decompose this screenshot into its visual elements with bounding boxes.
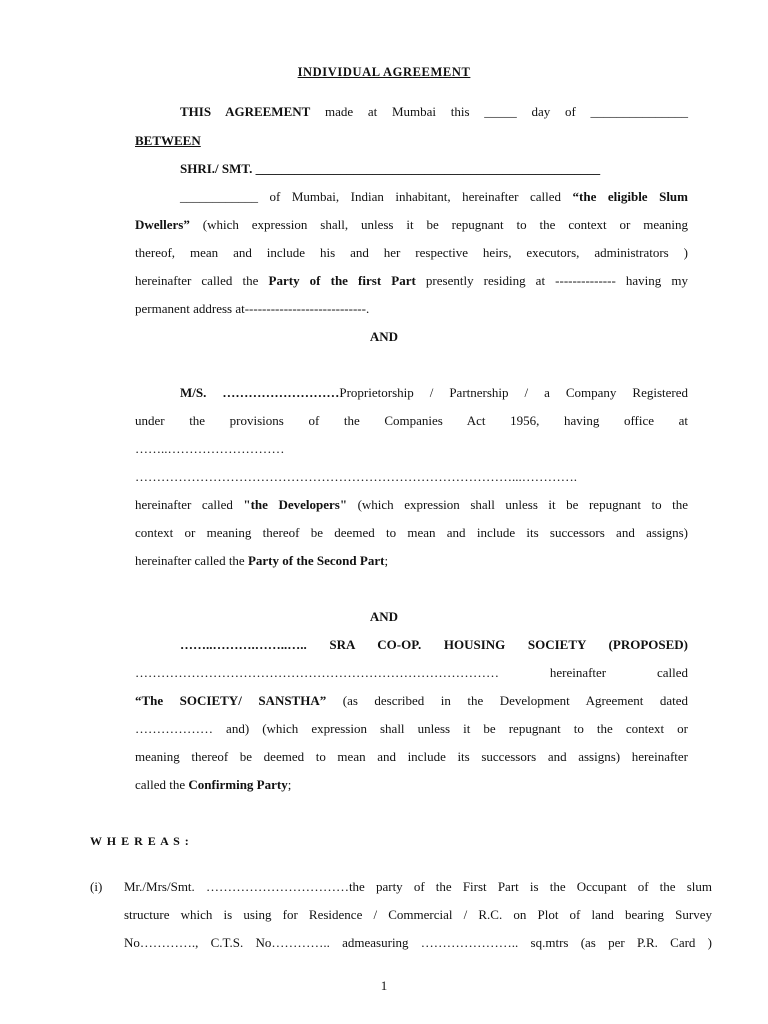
party1-l4b: Party of the first Part [268, 273, 416, 288]
party1-l4c: presently residing at -------------- having my [415, 273, 688, 288]
party1-line-5: permanent address at----------------------------. [135, 301, 370, 316]
document-title: INDIVIDUAL AGREEMENT [297, 65, 471, 79]
party1-line-3: thereof, mean and include his and her respective heirs, executors, administrators ) [135, 245, 688, 260]
party1-l1b: “the eligible Slum [572, 189, 688, 204]
party3-l2b: hereinafter called [549, 665, 689, 680]
party2-line-6: context or meaning thereof be deemed to mean and include its successors and assigns) [135, 525, 688, 540]
intro-bold: THIS AGREEMENT [180, 104, 311, 119]
and-separator-2: AND [369, 609, 399, 624]
party2-l7b: Party of the Second Part [247, 553, 385, 568]
clause-1-line-1: Mr./Mrs/Smt. ……………………………the party of the First Part is the Occupant of the slum [124, 879, 712, 894]
party1-l2a: Dwellers” [135, 217, 190, 232]
party3-line-4: ……………… and) (which expression shall unless it be repugnant to the context or [135, 721, 688, 736]
party3-l3b: (as described in the Development Agreement dated [326, 693, 688, 708]
party2-line-2: under the provisions of the Companies Act 1956, having office at [135, 413, 688, 428]
party2-line-4: ……………………………………………………………………………...…………. [135, 469, 577, 484]
party2-l5c: (which expression shall unless it be repugnant to the [347, 497, 688, 512]
party2-l5b: "the Developers" [243, 497, 348, 512]
party2-l1b: Proprietorship / Partnership / a Company Registered [339, 385, 688, 400]
party3-l6b: Confirming Party [188, 777, 288, 792]
party3-l2a: ………………………………………………………………………… [135, 665, 499, 680]
party2-line-5 [135, 497, 688, 513]
clause-1-line-3: No…………., C.T.S. No………….. admeasuring ………………….. sq.mtrs (as per P.R. Card ) [124, 935, 712, 950]
party3-line-2 [135, 665, 688, 681]
party2-l1a: M/S. ……………………… [180, 385, 340, 400]
party2-l7a: hereinafter called the [135, 553, 248, 568]
and-separator-1: AND [369, 329, 399, 344]
party3-line-5: meaning thereof be deemed to mean and include its successors and assigns) hereinafter [135, 749, 688, 764]
party2-l5a: hereinafter called [135, 497, 244, 512]
whereas-heading: W H E R E A S : [90, 834, 190, 848]
party3-line-3 [135, 693, 688, 709]
party3-l3a: “The SOCIETY/ SANSTHA” [135, 693, 327, 708]
party1-l1a: ____________ of Mumbai, Indian inhabitant, hereinafter called [180, 189, 573, 204]
party1-line-4 [135, 273, 688, 289]
party3-line-1: ……..……….……..….. SRA CO-OP. HOUSING SOCIETY (PROPOSED) [180, 637, 688, 652]
party1-name-line: SHRI./ SMT. _____________________________________________________ [180, 161, 601, 176]
party1-line-2 [135, 217, 688, 233]
party2-l7c: ; [384, 553, 389, 568]
party2-line-1 [180, 385, 688, 401]
party3-line-6 [135, 777, 291, 793]
intro-text: made at Mumbai this _____ day of _______________ [310, 104, 689, 119]
party3-l6a: called the [135, 777, 189, 792]
party2-line-3: ……..……………………… [135, 441, 285, 456]
party1-line-1 [180, 189, 688, 205]
between-heading: BETWEEN [135, 133, 201, 148]
page-number: 1 [380, 978, 388, 993]
clause-1-number: (i) [90, 879, 103, 894]
party2-line-7 [135, 553, 388, 569]
intro-paragraph [180, 104, 688, 120]
party1-l2b: (which expression shall, unless it be repugnant to the context or meaning [189, 217, 688, 232]
party1-l4a: hereinafter called the [135, 273, 269, 288]
clause-1-line-2: structure which is using for Residence / Commercial / R.C. on Plot of land bearing Survey [124, 907, 712, 922]
party3-l6c: ; [287, 777, 292, 792]
